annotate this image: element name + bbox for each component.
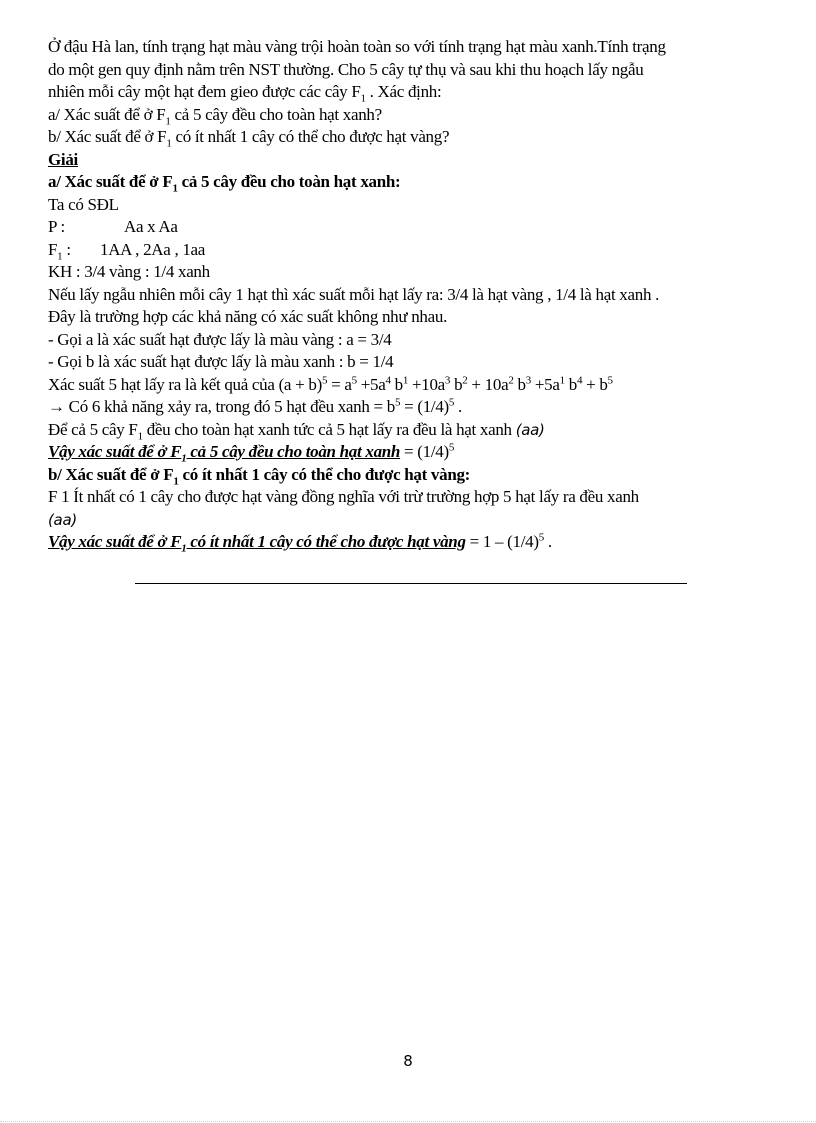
all-green-line: Để cả 5 cây $F_1$ đều cho toàn hạt xanh tức cả 5 hạt lấy ra đều là hạt xanh (aa)	[48, 419, 545, 442]
problem-line-1: Ở đậu Hà lan, tính trạng hạt màu vàng trội hoàn toàn so với tính trạng hạt màu xanh.Tính trạng	[48, 37, 666, 56]
define-b: - Gọi b là xác suất hạt được lấy là màu xanh : b = 1/4	[48, 352, 394, 371]
part-a-heading: a/ Xác suất để ở $F_1$ cả 5 cây đều cho toàn hạt xanh:	[48, 172, 401, 195]
problem-line-3: nhiên mỗi cây một hạt đem gieo được các cây $F_1$ . Xác định:	[48, 82, 442, 105]
document-body	[48, 36, 778, 554]
parent-cross: P : Aa x Aa	[48, 217, 178, 236]
six-outcomes: → Có 6 khả năng xảy ra, trong đó 5 hạt đều xanh = $b^5 = (1/4)^5$ .	[48, 396, 463, 416]
part-b-heading: b/ Xác suất để ở $F_1$ có ít nhất 1 cây có thể cho được hạt vàng:	[48, 464, 471, 487]
part-b-aa: (aa)	[48, 510, 77, 529]
part-b-body: F 1 Ít nhất có 1 cây cho được hạt vàng đồng nghĩa với trừ trường hợp 5 hạt lấy ra đều xanh	[48, 487, 639, 506]
page-bottom-border	[0, 1121, 816, 1122]
conclusion-a: Vậy xác suất để ở $F_1$ cả 5 cây đều cho toàn hạt xanh = $(1/4)^5$	[48, 441, 455, 465]
solution-heading: Giải	[48, 149, 78, 169]
question-a: a/ Xác suất để ở $F_1$ cả 5 cây đều cho toàn hạt xanh?	[48, 104, 382, 127]
question-b: b/ Xác suất để ở $F_1$ có ít nhất 1 cây có thể cho được hạt vàng?	[48, 127, 450, 150]
probability-line-1: Nếu lấy ngẫu nhiên mỗi cây 1 hạt thì xác suất mỗi hạt lấy ra: 3/4 là hạt vàng , 1/4 là hạt xanh .	[48, 284, 660, 304]
sdl-line: Ta có SĐL	[48, 194, 119, 214]
binomial-expansion: Xác suất 5 hạt lấy ra là kết quả của $(a + b)^5 = a^5 +5a^4$ $b^1 +10a^3$ $b^2 + 10a^2$ $b^3 +5a^1$ $b^4 + b^5$	[48, 373, 613, 394]
probability-line-2: Đây là trường hợp các khả năng có xác suất không như nhau.	[48, 307, 448, 326]
phenotype-ratio: KH : 3/4 vàng : 1/4 xanh	[48, 262, 210, 281]
page-number: 8	[403, 1052, 413, 1070]
f1-ratio: $F_1$ : 1AA , 2Aa , 1aa	[48, 239, 206, 262]
problem-line-2: do một gen quy định nằm trên NST thường. Cho 5 cây tự thụ và sau khi thu hoạch lấy ngẫu	[48, 59, 644, 79]
define-a: - Gọi a là xác suất hạt được lấy là màu vàng : a = 3/4	[48, 329, 392, 349]
conclusion-b: Vậy xác suất để ở $F_1$ có ít nhất 1 cây có thể cho được hạt vàng = $1 - (1/4)^5$ .	[48, 531, 552, 555]
section-divider	[135, 583, 687, 584]
